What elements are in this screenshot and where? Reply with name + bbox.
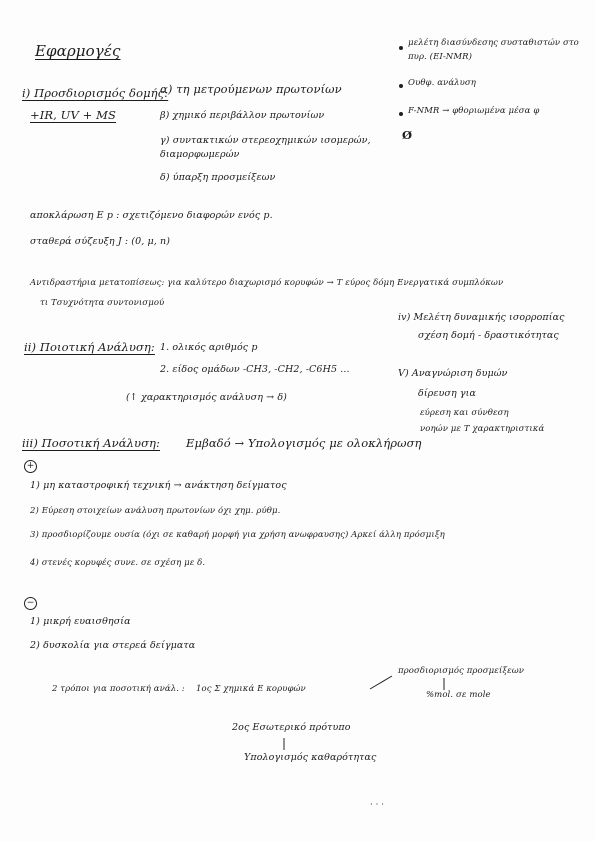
section-ii-title: ii) Ποιοτική Ανάλυση: (24, 340, 155, 354)
sidebar-item-2: Ουθφ. ανάλυση (408, 78, 477, 88)
section-v-line-1: δίρευση για (418, 388, 477, 399)
pulses-line: Αντιδραστήρια μετατοπίσεως: για καλύτερο διαχωρισμό κορυφών → Τ εύρος δόμη Ενεργατικά συμπλόκων (30, 278, 504, 288)
methods-intro: 2 τρόποι για ποσοτική ανάλ. : (52, 684, 185, 694)
coupling-line: αποκλάρωση E p : σχετιζόμενο διαφορών ενός p. (30, 210, 273, 221)
section-i-item-b: β) χημικό περιβάλλον πρωτονίων (160, 110, 325, 121)
section-iv-subtitle: σχέση δομή - δραστικότητας (418, 330, 559, 341)
method-2-result: Υπολογισμός καθαρότητας (244, 752, 377, 763)
minus-item-1: 1) μικρή ευαισθησία (30, 616, 131, 627)
footer-mark: · · · (370, 800, 385, 810)
method-1: 1ος Σ χημικά Ε κορυφών (196, 684, 306, 694)
method-2: 2ος Εσωτερικό πρότυπο (232, 722, 351, 733)
arrow-method-1-icon (370, 676, 392, 689)
plus-item-4: 4) στενές κορυφές συνε. σε σχέση με δ. (30, 558, 206, 568)
plus-item-3: 3) προσδιορίζουμε ουσία (όχι σε καθαρή μορφή για χρήση ανωφραυσης) Αρκεί άλλη πρόσμιξη (30, 530, 445, 540)
section-iv-title: iv) Μελέτη δυναμικής ισορροπίας (398, 312, 565, 323)
minus-mark-icon: − (24, 597, 37, 610)
section-v-title: V) Αναγνώριση δυμών (398, 368, 508, 379)
page-heading: Εφαρμογές (35, 42, 121, 60)
section-i-title: i) Προσδιορισμός δομής: (22, 86, 169, 100)
section-v-line-2: εύρεση και σύνθεση (420, 408, 509, 418)
section-ii-item-1: 1. ολικός αριθμός p (160, 342, 258, 353)
sidebar-item-3: F-NMR → φθοριωμένα μέσα φ (408, 106, 540, 116)
section-i-item-c: γ) συντακτικών στερεοχημικών ισομερών, διαμορφωμερών (160, 135, 371, 160)
plus-mark-icon: + (24, 460, 37, 473)
plus-item-2: 2) Εύρεση στοιχείων ανάλυση πρωτονίων όχι χημ. ρύθμ. (30, 506, 281, 516)
section-i-item-a: α) τη μετρούμενων πρωτονίων (160, 82, 342, 96)
minus-item-2: 2) δυσκολία για στερεά δείγματα (30, 640, 196, 651)
method-1-result-2: %mol. σε mole (426, 690, 491, 700)
section-v-line-3: νοηών με Τ χαρακτηριστικά (420, 424, 545, 434)
section-iii-summary: Εμβαδό → Υπολογισμός με ολοκλήρωση (186, 436, 422, 450)
method-1-result: προσδιορισμός προσμείξεων (398, 666, 525, 676)
sidebar-mark: Ø (402, 128, 413, 142)
constant-line: σταθερά σύζευξη J : (0, μ, n) (30, 236, 170, 247)
section-ii-item-2: 2. είδος ομάδων -CH3, -CH2, -C6H5 ... (160, 364, 350, 375)
section-i-item-d: δ) ύπαρξη προσμείξεων (160, 172, 276, 183)
sidebar-item-1: μελέτη διασύνδεσης συσταθιστών στο πυρ. (EI-NMR) (408, 38, 579, 62)
plus-item-1: 1) μη καταστροφική τεχνική → ανάκτηση δείγματος (30, 480, 287, 491)
section-i-techniques: +IR, UV + MS (30, 108, 116, 122)
pulses-line-2: τι Τσυχνότητα συντονισμού (40, 298, 165, 308)
section-ii-note: (↑ χαρακτηρισμός ανάλυση → δ) (126, 392, 287, 403)
section-iii-title: iii) Ποσοτική Ανάλυση: (22, 436, 161, 450)
